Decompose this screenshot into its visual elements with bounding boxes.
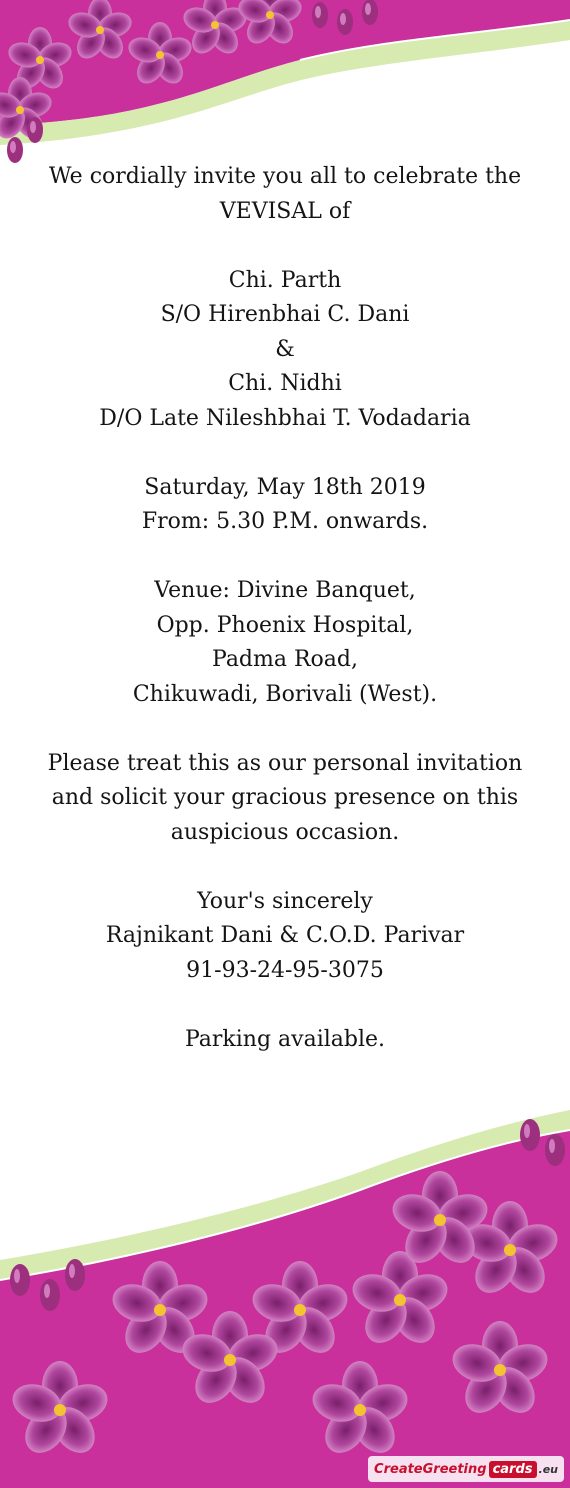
- watermark-part-3: .eu: [538, 1462, 558, 1476]
- invitation-intro: We cordially invite you all to celebrate the VEVISAL of: [48, 164, 522, 224]
- bottom-floral-decoration: [0, 1110, 570, 1488]
- contact-phone: 91-93-24-95-3075: [186, 957, 384, 983]
- signature: Rajnikant Dani & C.O.D. Parivar: [105, 923, 465, 948]
- bride-parent: D/O Late Nileshbhai T. Vodadaria: [99, 405, 471, 431]
- venue-line-1: Venue: Divine Banquet,: [154, 578, 416, 603]
- parking-note: Parking available.: [184, 1026, 386, 1052]
- venue-line-2: Opp. Phoenix Hospital,: [156, 612, 414, 638]
- ampersand: &: [275, 336, 295, 362]
- groom-name: Chi. Parth: [228, 267, 342, 293]
- watermark-part-1: CreateGreeting: [374, 1461, 487, 1477]
- bride-name: Chi. Nidhi: [228, 371, 342, 396]
- top-floral-decoration: [0, 0, 570, 175]
- invitation-request: Please treat this as our personal invitation and solicit your gracious presence on this auspicious occasion.: [47, 750, 523, 845]
- venue-line-4: Chikuwadi, Borivali (West).: [132, 681, 438, 707]
- groom-parent: S/O Hirenbhai C. Dani: [160, 302, 410, 327]
- closing: Your's sincerely: [197, 888, 373, 914]
- venue-line-3: Padma Road,: [212, 647, 358, 672]
- brand-watermark: [368, 1456, 564, 1482]
- event-time: From: 5.30 P.M. onwards.: [141, 509, 429, 534]
- event-date: Saturday, May 18th 2019: [144, 474, 426, 500]
- watermark-part-2: cards: [489, 1461, 537, 1478]
- invitation-message: [20, 160, 550, 1057]
